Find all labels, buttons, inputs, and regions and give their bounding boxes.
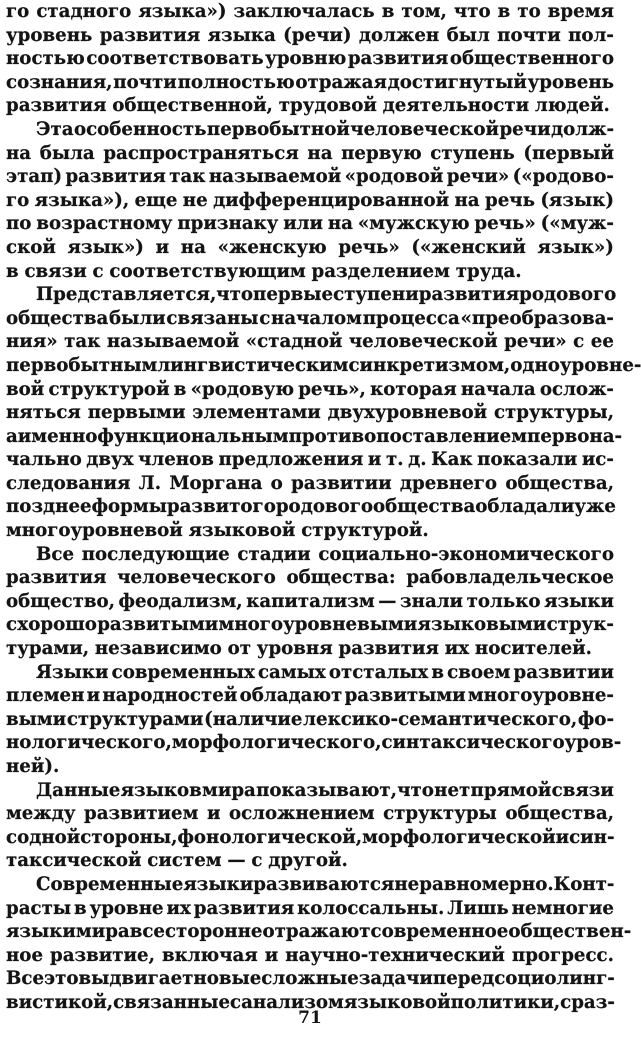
page-text (6, 0, 641, 1015)
text-line: многоуровневой языковой структурой. (6, 520, 429, 542)
text-line: Все это выдвигает новые сложные задачи перед социолинг- (6, 968, 615, 990)
text-line: го стадного языка») заключалась в том, что в то время (6, 1, 614, 22)
text-line: сознания, почти полностью отражая достигнутый уровень (6, 71, 614, 93)
text-line: между развитием и осложнением структуры общества, (6, 803, 614, 825)
text-line: таксической систем — с другой. (6, 850, 348, 872)
text-line: с одной стороны, фонологической, морфологической и син- (6, 826, 615, 848)
text-line: первобытным лингвистическим синкретизмом, одноуровне- (6, 354, 641, 376)
text-line: с хорошо развитыми многоуровневыми языковыми струк- (6, 614, 614, 636)
text-line: уровень развития языка (речи) должен был почти пол- (6, 24, 614, 46)
text-line: позднее формы развитого родового общества обладали уже (6, 496, 616, 518)
text-line: племен и народностей обладают развитыми многоуровне- (6, 685, 614, 707)
text-line: на была распространяться на первую ступень (первый (6, 142, 614, 164)
text-line: по возрастному признаку или на «мужскую речь» («муж- (6, 213, 614, 235)
text-line: ния» так называемой «стадной человеческой речи» с ее (6, 331, 614, 353)
text-line: вой структурой в «родовую речь», которая начала ослож- (6, 378, 614, 400)
text-line: няться первыми элементами двухуровневой структуры, (6, 402, 614, 424)
text-line: Языки современных самых отсталых в своем развитии (36, 661, 614, 683)
text-line: нологического, морфологического, синтаксического уров- (6, 732, 622, 754)
text-line: этап) развития так называемой «родовой речи» («родово- (6, 166, 614, 188)
text-line: ней). (6, 756, 60, 777)
text-line: Эта особенность первобытной человеческой речи долж- (36, 118, 614, 140)
text-line: в связи с соответствующим разделением труда. (6, 260, 522, 282)
text-line: ской язык») и на «женскую речь» («женский язык») (6, 236, 614, 258)
text-line: Представляется, что первые ступени развития родового (36, 284, 617, 306)
text-line: чально двух членов предложения и т. д. Как показали ис- (6, 449, 614, 471)
text-line: го языка»), еще не дифференцированной на речь (язык) (6, 189, 614, 211)
text-line: вистикой, связанные с анализом языковой политики, с раз- (6, 991, 615, 1013)
text-line: Данные языков мира показывают, что нет прямой связи (36, 779, 614, 801)
text-line: Все последующие стадии социально-экономического (36, 543, 614, 565)
text-line: развития человеческого общества: рабовладельческое (6, 567, 614, 589)
text-line: общества были связаны с началом процесса «преобразова- (6, 307, 614, 329)
text-line: выми структурами (наличие лексико-семантического, фо- (6, 708, 614, 730)
text-line: ное развитие, включая и научно-технический прогресс. (6, 944, 614, 966)
text-line: языки мира всесторонне отражают современное обществен- (6, 921, 632, 943)
text-line: Современные языки развиваются неравномерно. Конт- (36, 873, 615, 895)
page-number: 71 (298, 1008, 322, 1028)
text-line: ностью соответствовать уровню развития общественного (6, 48, 614, 70)
text-line: развития общественной, трудовой деятельности людей. (6, 95, 610, 117)
text-line: следования Л. Моргана о развитии древнего общества, (6, 472, 614, 494)
text-line: а именно функциональным противопоставлением первона- (6, 425, 623, 447)
text-line: турами, независимо от уровня развития их носителей. (6, 638, 592, 660)
text-line: общество, феодализм, капитализм — знали только языки (6, 590, 614, 612)
text-line: расты в уровне их развития колоссальны. Лишь немногие (6, 897, 614, 919)
